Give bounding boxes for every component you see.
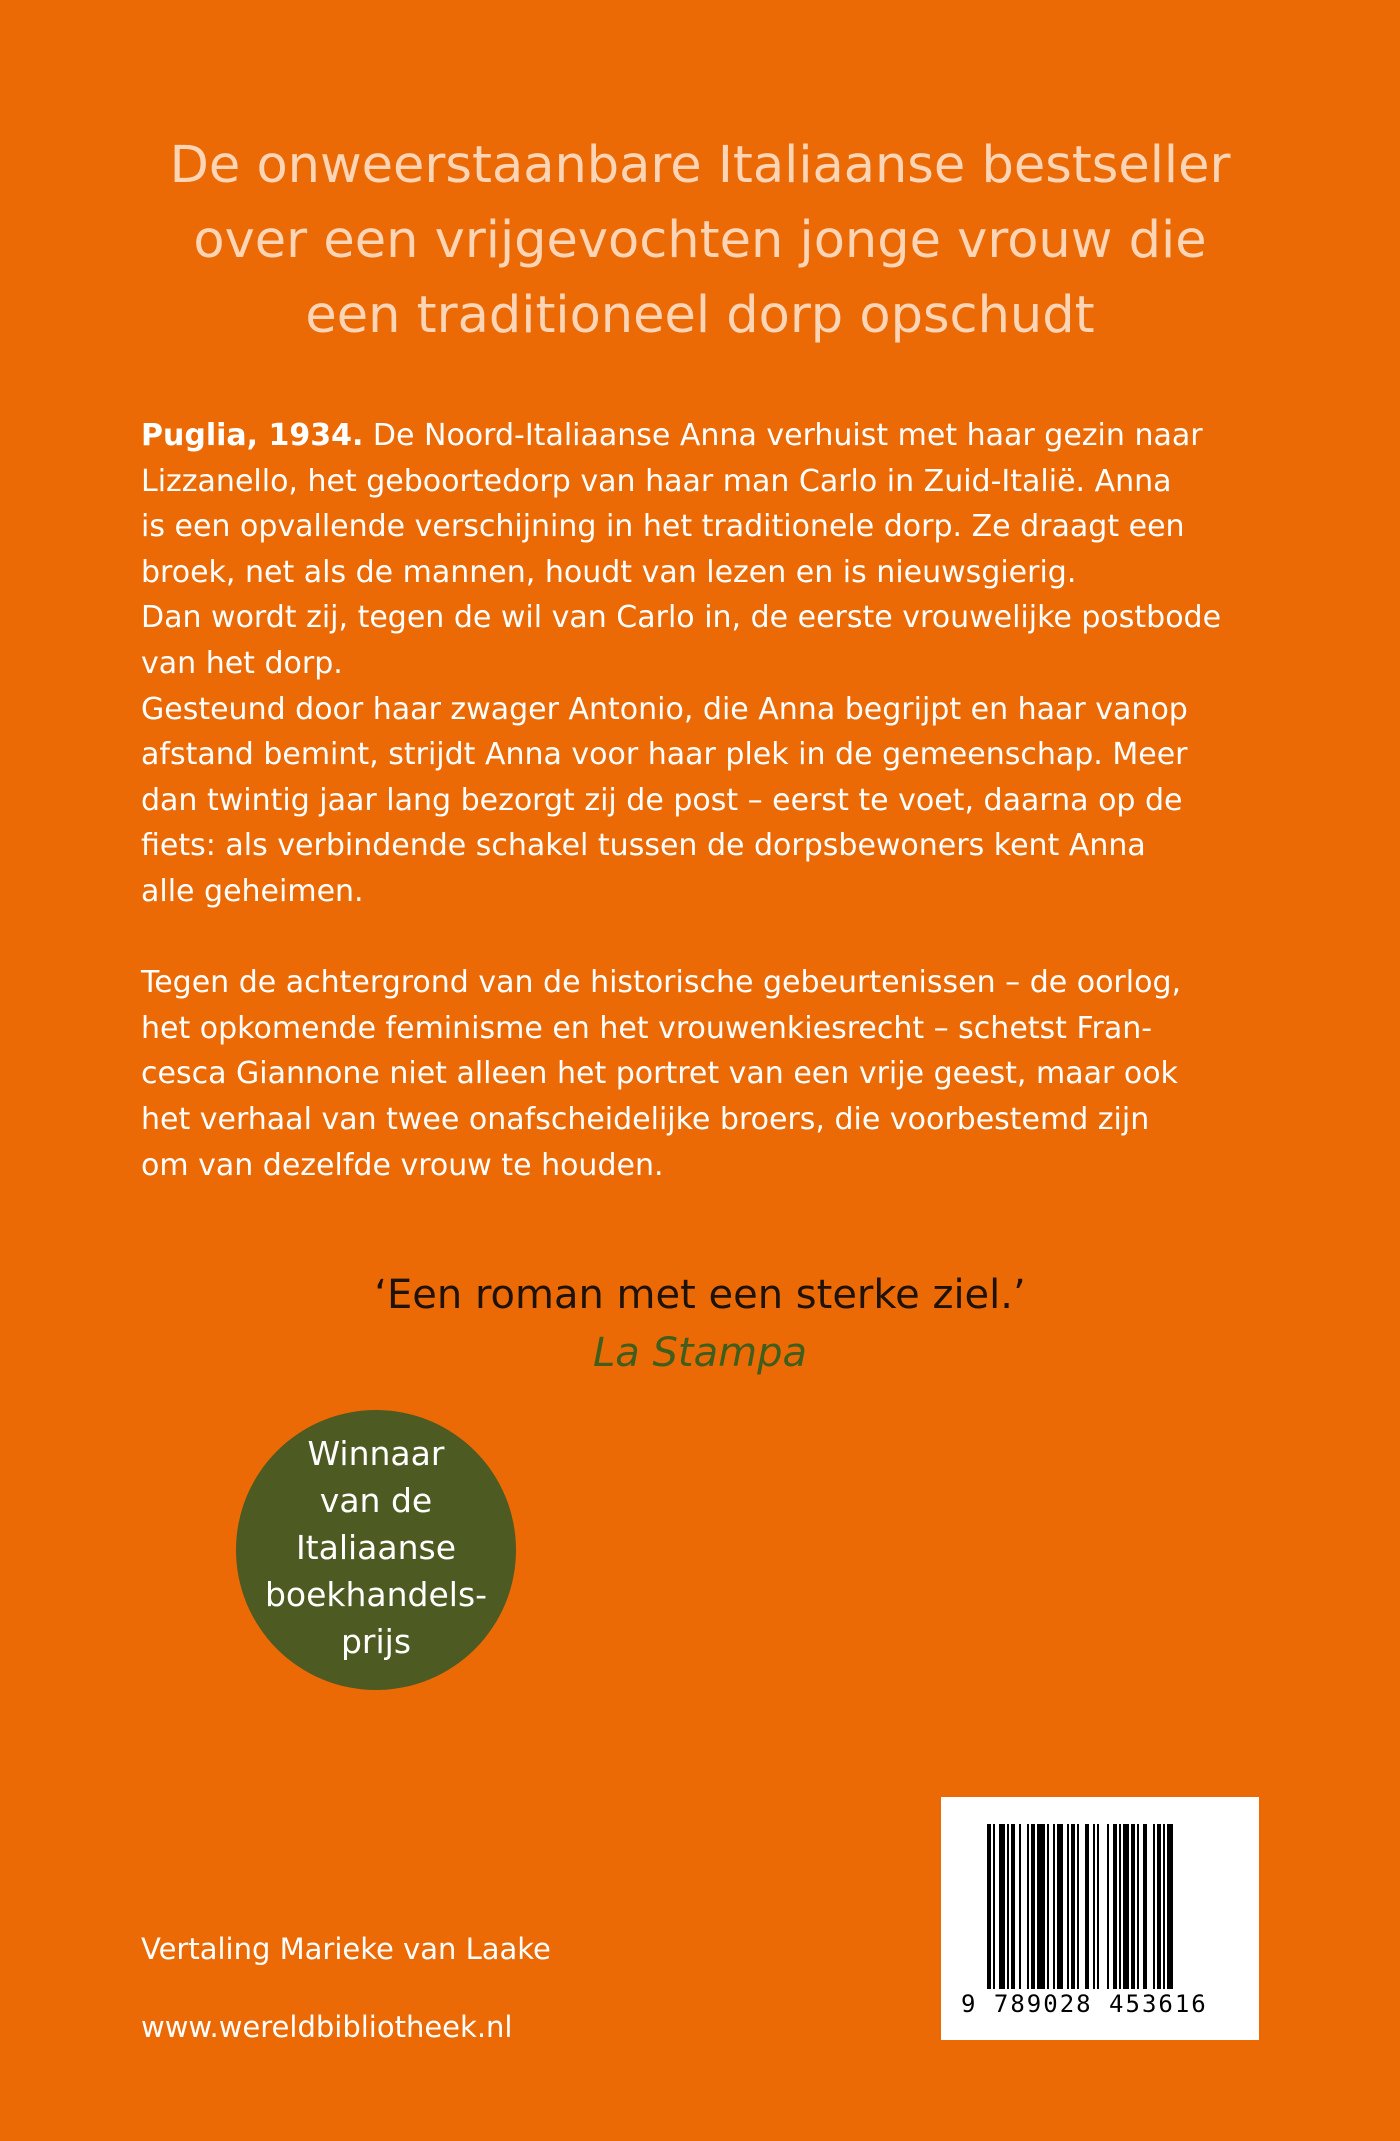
barcode-bar bbox=[1097, 1824, 1099, 1989]
blurb-line: Dan wordt zij, tegen de wil van Carlo in, de eerste vrouwelijke postbode bbox=[141, 600, 1222, 636]
barcode-bar bbox=[1113, 1824, 1117, 1989]
barcode-bar bbox=[1167, 1824, 1173, 1989]
blurb-line-text: De Noord-Italiaanse Anna verhuist met haar gezin naar bbox=[363, 418, 1203, 453]
barcode-bar bbox=[1037, 1824, 1045, 1989]
barcode-bar bbox=[987, 1824, 991, 1989]
award-badge-line: Winnaar bbox=[307, 1434, 445, 1473]
barcode-bars bbox=[987, 1824, 1217, 1994]
barcode-bar bbox=[1157, 1824, 1161, 1989]
blurb-line: het verhaal van twee onafscheidelijke broers, die voorbestemd zijn bbox=[141, 1101, 1150, 1137]
barcode-bar bbox=[993, 1824, 995, 1989]
barcode-bar bbox=[1067, 1824, 1069, 1989]
barcode-bar bbox=[1153, 1824, 1155, 1989]
blurb-line: alle geheimen. bbox=[141, 873, 364, 909]
barcode-bar bbox=[1131, 1824, 1135, 1989]
barcode-bar bbox=[1107, 1824, 1109, 1989]
barcode-bar bbox=[1137, 1824, 1139, 1989]
award-badge-line: prijs bbox=[340, 1622, 412, 1661]
barcode-bar bbox=[1053, 1824, 1055, 1989]
blurb-line: cesca Giannone niet alleen het portret van een vrije geest, maar ook bbox=[141, 1056, 1178, 1092]
barcode-bar bbox=[1143, 1824, 1147, 1989]
review-quote: ‘Een roman met een sterke ziel.’ bbox=[374, 1272, 1026, 1318]
barcode-bar bbox=[1123, 1824, 1129, 1989]
barcode-bar bbox=[1093, 1824, 1095, 1989]
barcode-bar bbox=[1077, 1824, 1079, 1989]
blurb-line: fiets: als verbindende schakel tussen de dorpsbewoners kent Anna bbox=[141, 828, 1146, 864]
blurb-line: afstand bemint, strijdt Anna voor haar plek in de gemeenschap. Meer bbox=[141, 737, 1188, 773]
headline-line: over een vrijgevochten jonge vrouw die bbox=[193, 211, 1207, 270]
barcode-bar bbox=[1027, 1824, 1029, 1989]
isbn-number: 9 789028 453616 bbox=[961, 1990, 1208, 2018]
blurb-line: is een opvallende verschijning in het traditionele dorp. Ze draagt een bbox=[141, 509, 1185, 545]
award-badge-line: boekhandels- bbox=[264, 1575, 488, 1614]
blurb-line: Tegen de achtergrond van de historische gebeurtenissen – de oorlog, bbox=[141, 965, 1182, 1001]
blurb-lead: Puglia, 1934. bbox=[141, 418, 364, 453]
barcode-bar bbox=[1031, 1824, 1035, 1989]
blurb-line: Lizzanello, het geboortedorp van haar man Carlo in Zuid-Italië. Anna bbox=[141, 463, 1172, 499]
publisher-website: www.wereldbibliotheek.nl bbox=[141, 2010, 513, 2044]
award-badge-text bbox=[236, 1430, 516, 1665]
blurb bbox=[141, 413, 1281, 1188]
barcode-bar bbox=[1057, 1824, 1063, 1989]
headline-line: een traditioneel dorp opschudt bbox=[305, 286, 1095, 345]
blurb-line: het opkomende feminisme en het vrouwenkiesrecht – schetst Fran- bbox=[141, 1010, 1153, 1046]
barcode-bar bbox=[1119, 1824, 1121, 1989]
blurb-line: dan twintig jaar lang bezorgt zij de post – eerst te voet, daarna op de bbox=[141, 782, 1183, 818]
barcode-bar bbox=[1019, 1824, 1021, 1989]
blurb-line bbox=[141, 413, 1281, 459]
barcode-bar bbox=[1047, 1824, 1049, 1989]
blurb-line: broek, net als de mannen, houdt van lezen en is nieuwsgierig. bbox=[141, 554, 1077, 590]
blurb-line: van het dorp. bbox=[141, 645, 343, 681]
award-badge-line: Italiaanse bbox=[295, 1528, 457, 1567]
barcode-bar bbox=[1085, 1824, 1089, 1989]
barcode-bar bbox=[1163, 1824, 1165, 1989]
blurb-line: om van dezelfde vrouw te houden. bbox=[141, 1147, 664, 1183]
barcode-bar bbox=[1011, 1824, 1015, 1989]
paragraph-gap bbox=[141, 915, 1281, 961]
barcode-bar bbox=[1071, 1824, 1075, 1989]
barcode-bar bbox=[1007, 1824, 1009, 1989]
award-badge-line: van de bbox=[319, 1481, 433, 1520]
review-source: La Stampa bbox=[593, 1330, 807, 1376]
barcode-bar bbox=[999, 1824, 1005, 1989]
barcode bbox=[941, 1797, 1259, 2040]
award-badge bbox=[236, 1410, 516, 1690]
headline bbox=[140, 128, 1260, 353]
headline-line: De onweerstaanbare Italiaanse bestseller bbox=[169, 136, 1231, 195]
translator-credit: Vertaling Marieke van Laake bbox=[141, 1932, 551, 1966]
blurb-line: Gesteund door haar zwager Antonio, die Anna begrijpt en haar vanop bbox=[141, 691, 1188, 727]
